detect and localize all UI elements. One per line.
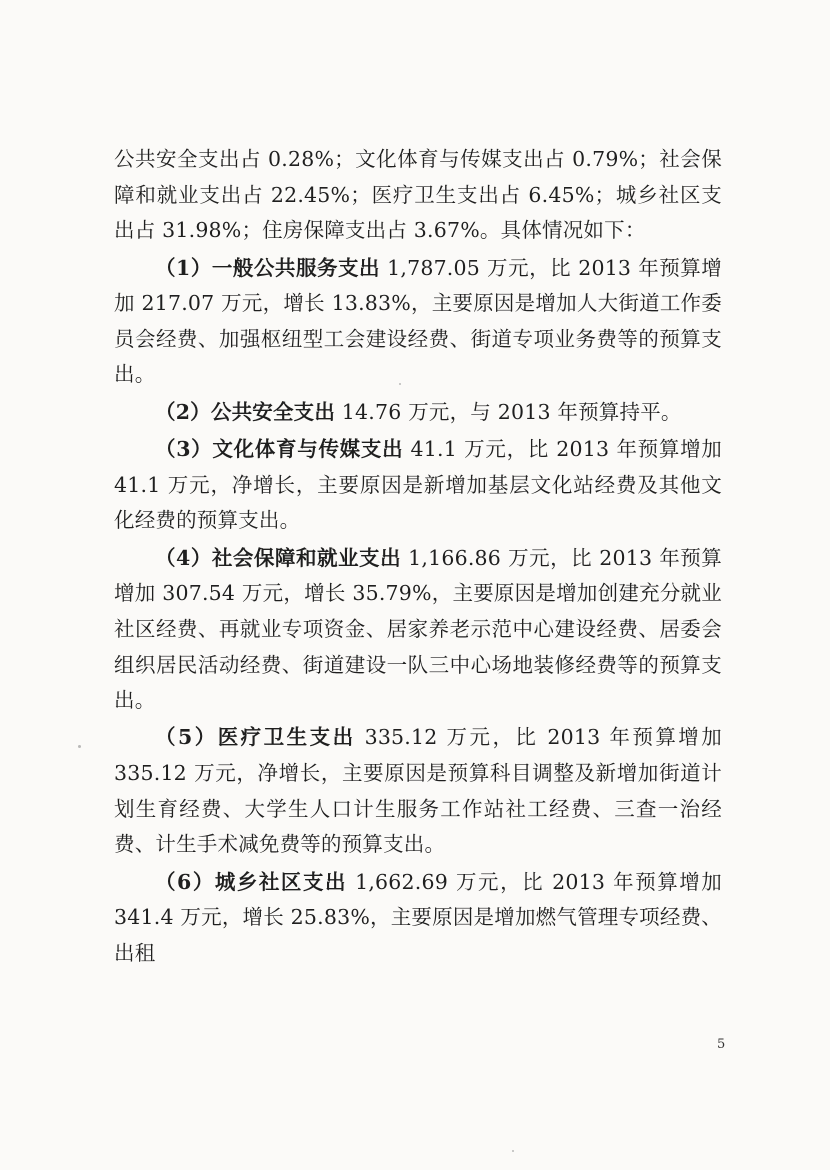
paragraph-text: 14.76 万元，与 2013 年预算持平。	[335, 399, 682, 424]
paragraph-text: 41.1 万元，比 2013 年预算增加 41.1 万元，净增长，主要原因是新增加基层文化站经费及其他文化经费的预算支出。	[114, 437, 722, 533]
paragraph-medical-health	[114, 720, 722, 862]
page-number: 5	[717, 1037, 726, 1052]
paragraph-heading: （1）一般公共服务支出	[155, 255, 381, 280]
scan-speck	[512, 1150, 514, 1152]
paragraph-heading: （5）医疗卫生支出	[155, 725, 356, 750]
paragraph-heading: （4）社会保障和就业支出	[155, 545, 402, 570]
paragraph-culture-sports-media	[114, 432, 722, 539]
paragraph-text: 1,166.86 万元，比 2013 年预算增加 307.54 万元，增长 35.79%，主要原因是增加创建充分就业社区经费、再就业专项资金、居家养老示范中心建设经费、居委会组织居民活动经费、街道建设一队三中心场地装修经费等的预算支出。	[114, 545, 722, 713]
paragraph-social-security-employment	[114, 541, 722, 719]
paragraph-heading: （3）文化体育与传媒支出	[155, 437, 404, 462]
paragraph-heading: （6）城乡社区支出	[155, 869, 348, 894]
body-text	[114, 142, 722, 973]
paragraph-general-public-services	[114, 251, 722, 393]
paragraph-urban-rural-community	[114, 865, 722, 972]
scan-speck	[399, 383, 401, 385]
paragraph-text: 1,787.05 万元，比 2013 年预算增加 217.07 万元，增长 13.83%，主要原因是增加人大街道工作委员会经费、加强枢纽型工会建设经费、街道专项业务费等的预算支出。	[114, 255, 723, 387]
paragraph-text: 1,662.69 万元，比 2013 年预算增加 341.4 万元，增长 25.83%，主要原因是增加燃气管理专项经费、出租	[114, 869, 722, 965]
paragraph-text: 公共安全支出占 0.28%；文化体育与传媒支出占 0.79%；社会保障和就业支出占 22.45%；医疗卫生支出占 6.45%；城乡社区支出占 31.98%；住房保障支出占 3.67%。具体情况如下：	[114, 147, 722, 243]
paragraph-heading: （2）公共安全支出	[155, 399, 336, 424]
scan-speck	[78, 745, 81, 748]
paragraph-text: 335.12 万元，比 2013 年预算增加 335.12 万元，净增长，主要原因是预算科目调整及新增加街道计划生育经费、大学生人口计生服务工作站社工经费、三查一治经费、计生手术减免费等的预算支出。	[114, 725, 722, 857]
paragraph-public-safety	[114, 395, 722, 431]
paragraph-summary	[114, 142, 722, 249]
